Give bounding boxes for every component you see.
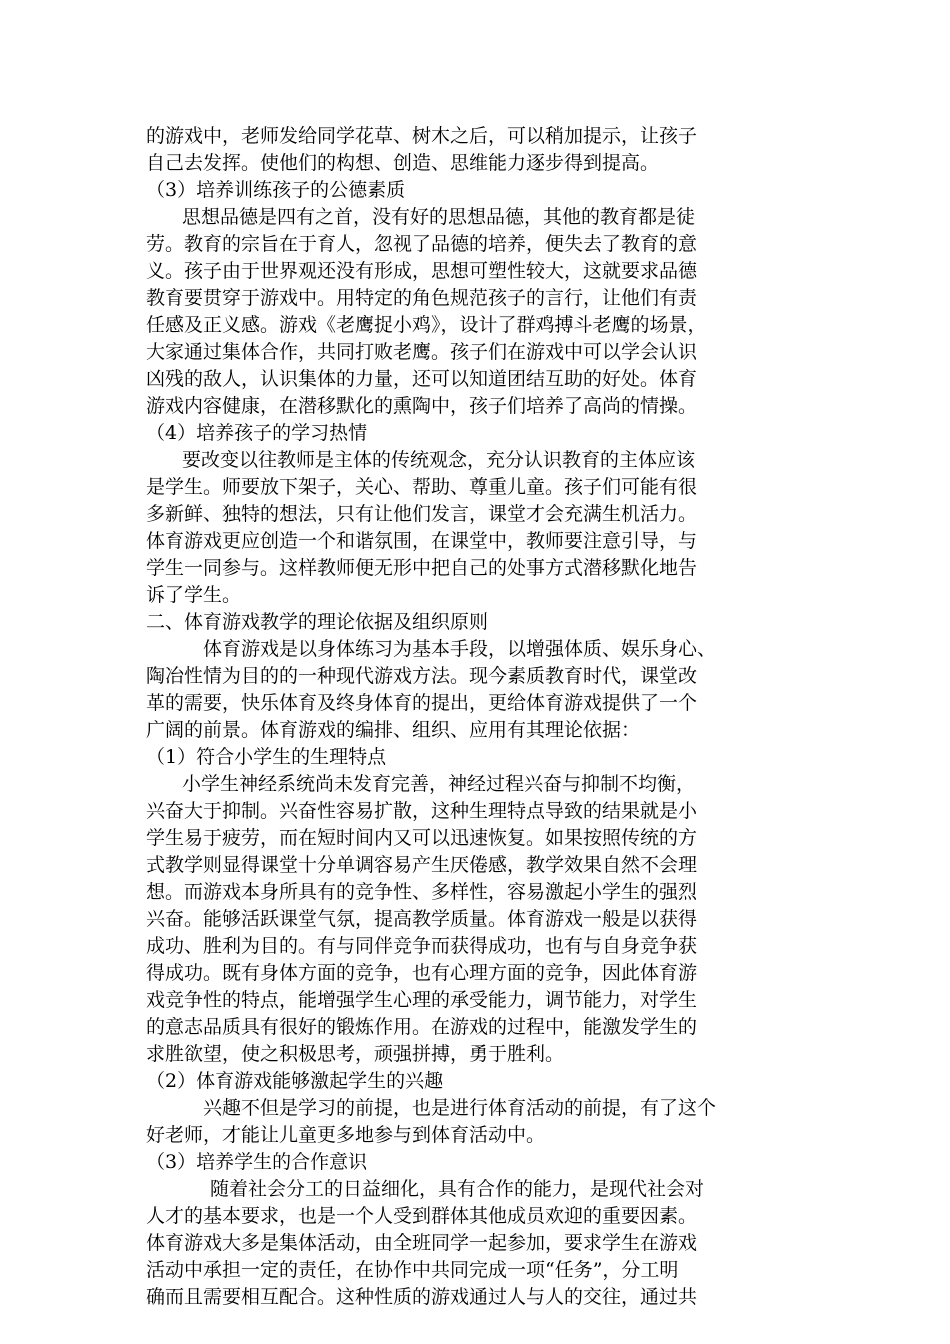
text-line: 活动中承担一定的责任，在协作中共同完成一项“任务”，分工明 xyxy=(146,1259,679,1281)
text-line: 得成功。既有身体方面的竞争，也有心理方面的竞争，因此体育游 xyxy=(146,962,698,984)
text-line: 任感及正义感。游戏《老鹰捉小鸡》，设计了群鸡搏斗老鹰的场景， xyxy=(146,314,707,336)
text-line: 学生易于疲劳，而在短时间内又可以迅速恢复。如果按照传统的方 xyxy=(146,827,698,849)
text-line: 教育要贯穿于游戏中。用特定的角色规范孩子的言行，让他们有责 xyxy=(146,287,698,309)
text-line: 革的需要，快乐体育及终身体育的提出，更给体育游戏提供了一个 xyxy=(146,692,698,714)
text-line: 学生一同参与。这样教师便无形中把自己的处事方式潜移默化地告 xyxy=(146,557,698,579)
text-line: 思想品德是四有之首，没有好的思想品德，其他的教育都是徒 xyxy=(182,206,696,228)
text-line: 二、体育游戏教学的理论依据及组织原则 xyxy=(146,611,489,633)
text-line: 要改变以往教师是主体的传统观念，充分认识教育的主体应该 xyxy=(182,449,696,471)
text-line: 好老师，才能让儿童更多地参与到体育活动中。 xyxy=(146,1124,546,1146)
text-line: 诉了学生。 xyxy=(146,584,242,606)
section-heading: （3）培养学生的合作意识 xyxy=(146,1151,368,1173)
text-line: 陶冶性情为目的的一种现代游戏方法。现今素质教育时代，课堂改 xyxy=(146,665,698,687)
text-line: 兴趣不但是学习的前提，也是进行体育活动的前提，有了这个 xyxy=(203,1097,717,1119)
text-line: 戏竞争性的特点，能增强学生心理的承受能力，调节能力，对学生 xyxy=(146,989,698,1011)
text-line: 劳。教育的宗旨在于育人，忽视了品德的培养，便失去了教育的意 xyxy=(146,233,698,255)
section-heading: （4）培养孩子的学习热情 xyxy=(146,422,368,444)
text-line: 是学生。师要放下架子，关心、帮助、尊重儿童。孩子们可能有很 xyxy=(146,476,698,498)
text-line: 游戏内容健康，在潜移默化的熏陶中，孩子们培养了高尚的情操。 xyxy=(146,395,698,417)
text-line: 人才的基本要求，也是一个人受到群体其他成员欢迎的重要因素。 xyxy=(146,1205,698,1227)
section-heading: （3）培养训练孩子的公德素质 xyxy=(146,179,406,201)
text-line: 的意志品质具有很好的锻炼作用。在游戏的过程中，能激发学生的 xyxy=(146,1016,698,1038)
text-line: 体育游戏大多是集体活动，由全班同学一起参加，要求学生在游戏 xyxy=(146,1232,698,1254)
text-line: 凶残的敌人，认识集体的力量，还可以知道团结互助的好处。体育 xyxy=(146,368,698,390)
text-line: 体育游戏是以身体练习为基本手段，以增强体质、娱乐身心、 xyxy=(203,638,717,660)
text-line: 成功、胜利为目的。有与同伴竞争而获得成功，也有与自身竞争获 xyxy=(146,935,698,957)
document-page xyxy=(146,123,810,1311)
text-line: 自己去发挥。使他们的构想、创造、思维能力逐步得到提高。 xyxy=(146,152,660,174)
text-line: 义。孩子由于世界观还没有形成，思想可塑性较大，这就要求品德 xyxy=(146,260,698,282)
text-line: 多新鲜、独特的想法，只有让他们发言，课堂才会充满生机活力。 xyxy=(146,503,698,525)
section-heading: （1）符合小学生的生理特点 xyxy=(146,746,387,768)
text-line: 的游戏中，老师发给同学花草、树木之后，可以稍加提示，让孩子 xyxy=(146,125,698,147)
text-line: 想。而游戏本身所具有的竞争性、多样性，容易激起小学生的强烈 xyxy=(146,881,698,903)
text-line: 广阔的前景。体育游戏的编排、组织、应用有其理论依据： xyxy=(146,719,641,741)
text-line: 兴奋。能够活跃课堂气氛，提高教学质量。体育游戏一般是以获得 xyxy=(146,908,698,930)
text-line: 随着社会分工的日益细化，具有合作的能力，是现代社会对 xyxy=(210,1178,705,1200)
text-line: 式教学则显得课堂十分单调容易产生厌倦感，教学效果自然不会理 xyxy=(146,854,698,876)
text-line: 确而且需要相互配合。这种性质的游戏通过人与人的交往，通过共 xyxy=(146,1286,698,1308)
section-heading: （2）体育游戏能够激起学生的兴趣 xyxy=(146,1070,444,1092)
text-line: 体育游戏更应创造一个和谐氛围，在课堂中，教师要注意引导，与 xyxy=(146,530,698,552)
text-line: 大家通过集体合作，共同打败老鹰。孩子们在游戏中可以学会认识 xyxy=(146,341,698,363)
text-line: 求胜欲望，使之积极思考，顽强拼搏，勇于胜利。 xyxy=(146,1043,565,1065)
text-line: 兴奋大于抑制。兴奋性容易扩散，这种生理特点导致的结果就是小 xyxy=(146,800,698,822)
text-line: 小学生神经系统尚未发育完善，神经过程兴奋与抑制不均衡， xyxy=(182,773,696,795)
